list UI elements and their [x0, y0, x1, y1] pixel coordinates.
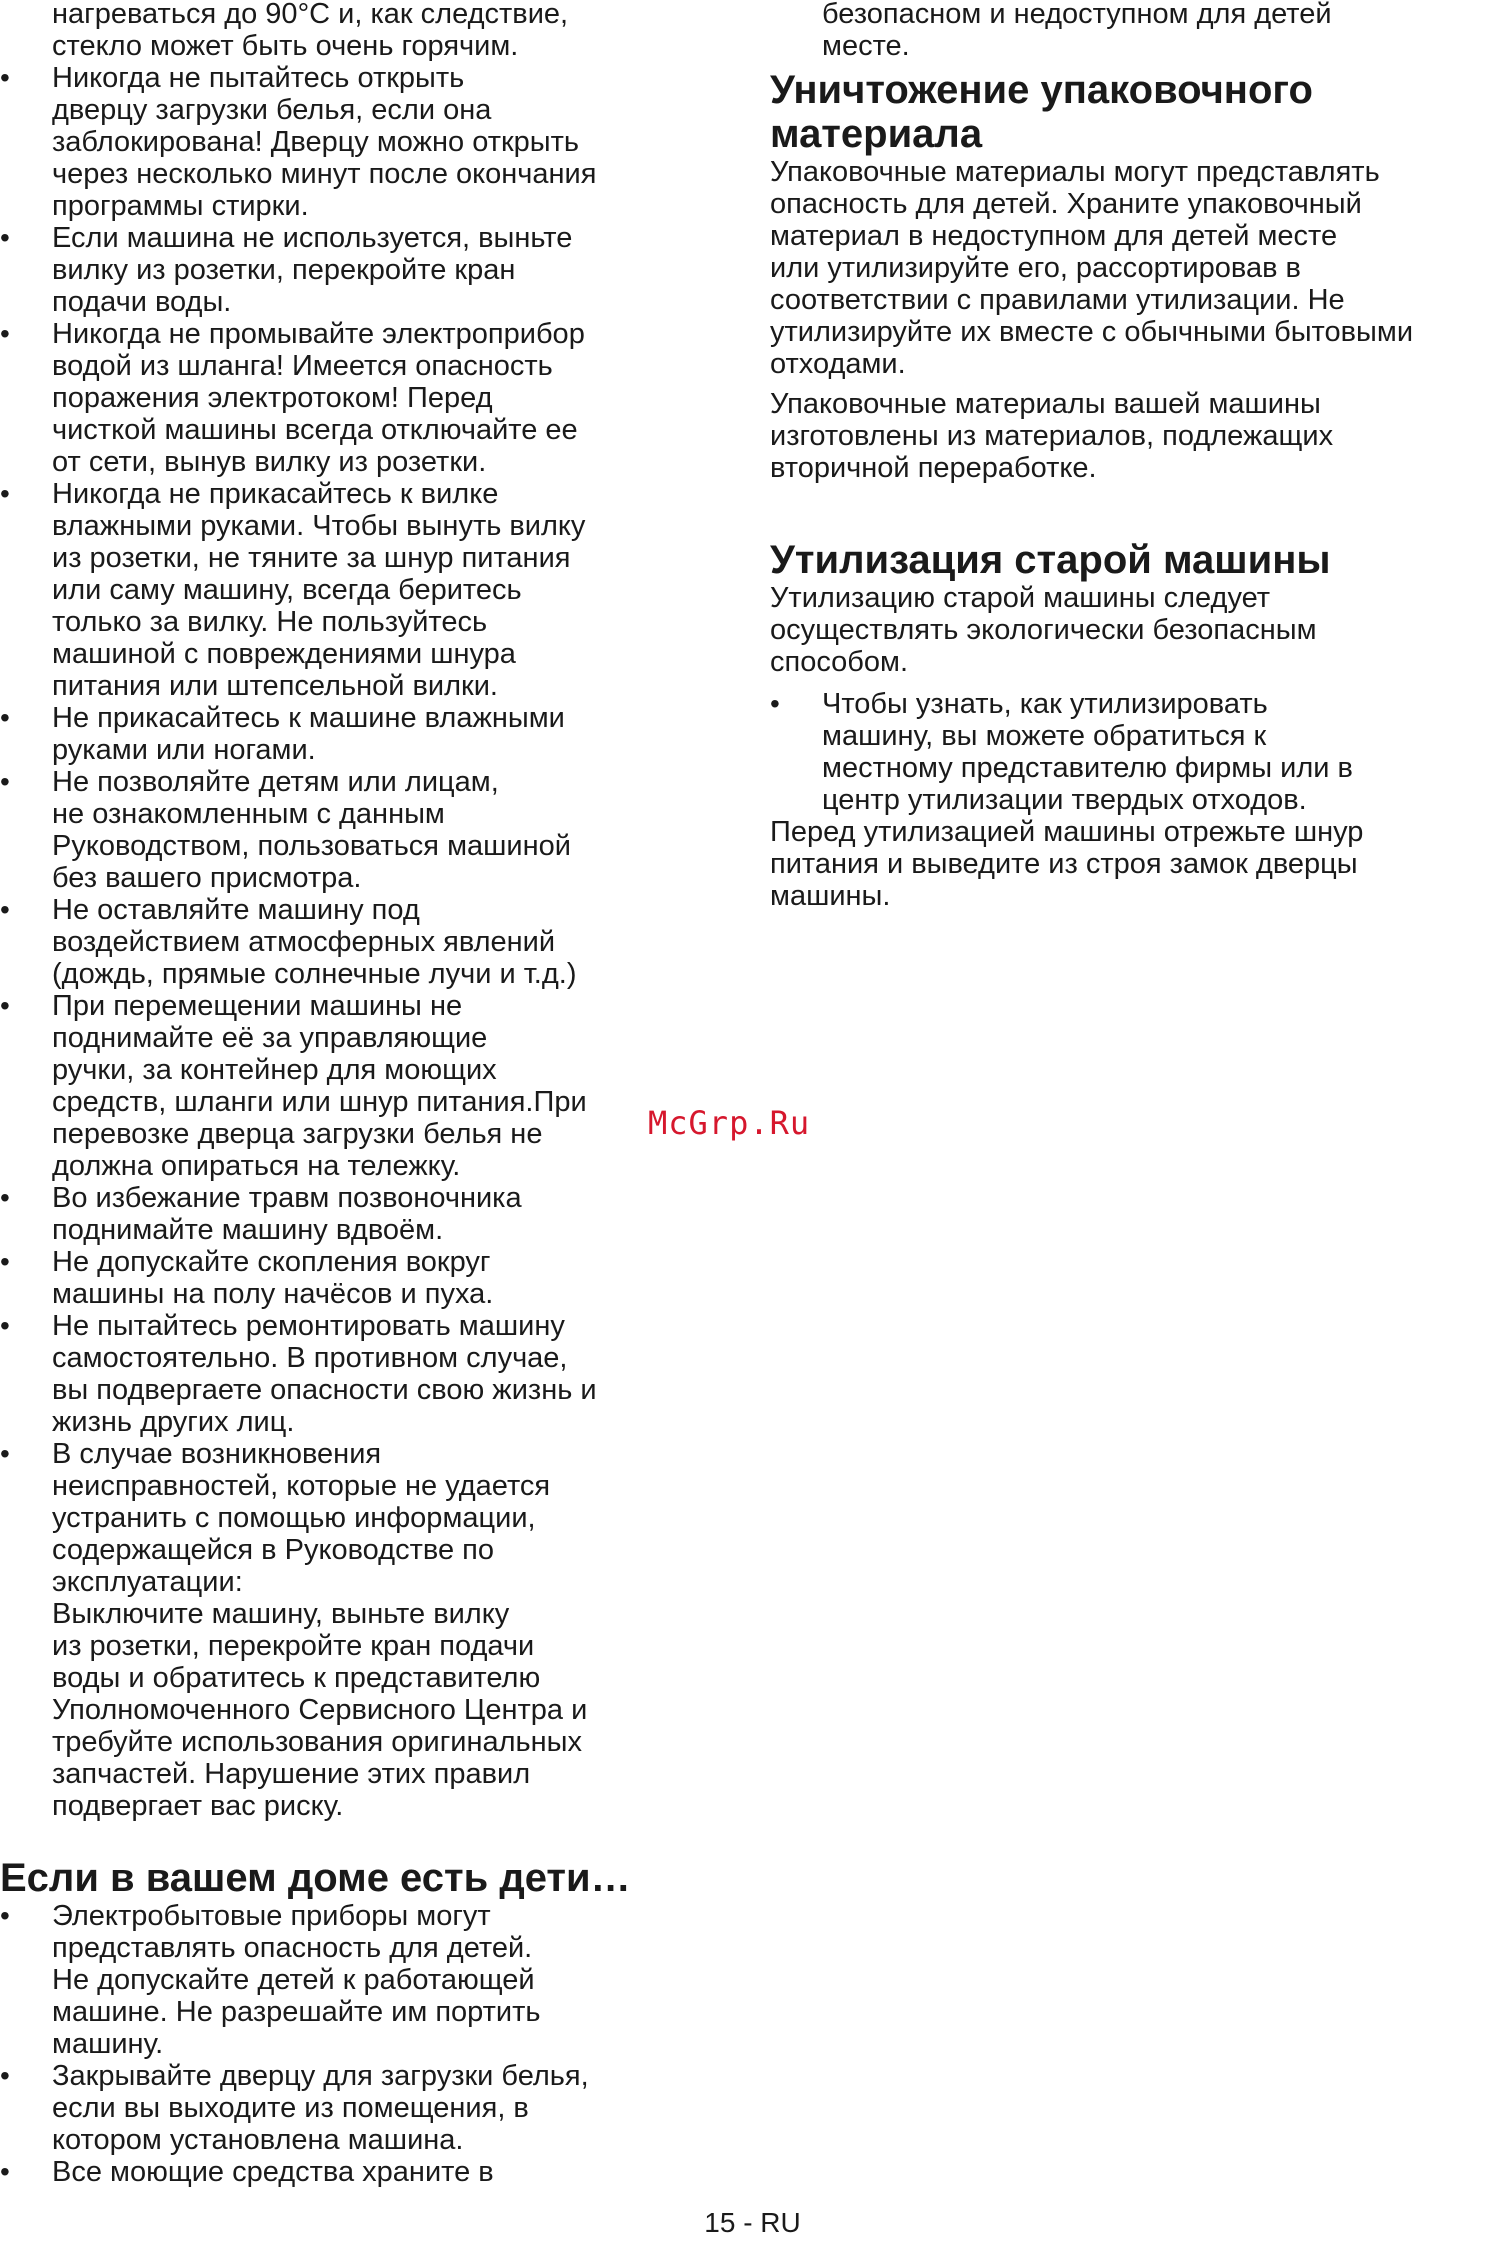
list-item: • Не пытайтесь ремонтировать машину самостоятельно. В противном случае, вы подвергаете опасности свою жизнь и жизнь других лиц. [0, 1310, 700, 1438]
page-number: 15 - RU [704, 2207, 801, 2238]
disposal-heading: Утилизация старой машины [770, 538, 1331, 582]
children-heading: Если в вашем доме есть дети… [0, 1856, 631, 1900]
right-column [770, 0, 1480, 912]
list-item: • Чтобы узнать, как утилизировать машину, вы можете обратиться к местному представителю фирмы или в центр утилизации твердых отходов. [770, 688, 1480, 816]
disposal-outro: Перед утилизацией машины отрежьте шнур питания и выведите из строя замок дверцы машины. [770, 816, 1364, 912]
disposal-intro: Утилизацию старой машины следует осуществлять экологически безопасным способом. [770, 582, 1317, 678]
list-item: • В случае возникновения неисправностей, которые не удается устранить с помощью информации, содержащейся в Руководстве по эксплуатации: Выключите машину, выньте вилку из розетки, перекройте кран подачи воды и обратитесь к представителю Уполномоченного Сервисного Центра и требуйте использования оригинальных запчастей. Нарушение этих правил подвергает вас риску. [0, 1438, 700, 1822]
list-item: • Электробытовые приборы могут представлять опасность для детей. Не допускайте детей к работающей машине. Не разрешайте им портить машину. [0, 1900, 700, 2060]
disposal-bullet-list [770, 688, 1480, 816]
packaging-paragraph: Упаковочные материалы вашей машины изготовлены из материалов, подлежащих вторичной переработке. [770, 388, 1334, 484]
safety-bullet-list [0, 62, 700, 1822]
list-item: • Никогда не пытайтесь открыть дверцу загрузки белья, если она заблокирована! Дверцу можно открыть через несколько минут после окончания программы стирки. [0, 62, 700, 222]
list-item: • Все моющие средства храните в [0, 2156, 700, 2188]
list-item: • При перемещении машины не поднимайте её за управляющие ручки, за контейнер для моющих средств, шланги или шнур питания.При перевозке дверца загрузки белья не должна опираться на тележку. [0, 990, 700, 1182]
list-item: • Не прикасайтесь к машине влажными руками или ногами. [0, 702, 700, 766]
list-item: • Никогда не прикасайтесь к вилке влажными руками. Чтобы вынуть вилку из розетки, не тяните за шнур питания или саму машину, всегда беритесь только за вилку. Не пользуйтесь машиной с повреждениями шнура питания или штепсельной вилки. [0, 478, 700, 702]
list-item: • Если машина не используется, выньте вилку из розетки, перекройте кран подачи воды. [0, 222, 700, 318]
list-item: • Во избежание травм позвоночника поднимайте машину вдвоём. [0, 1182, 700, 1246]
intro-continuation: нагреваться до 90°C и, как следствие, стекло может быть очень горячим. [52, 0, 569, 62]
bullet-continuation: безопасном и недоступном для детей месте. [822, 0, 1332, 62]
list-item: • Не оставляйте машину под воздействием атмосферных явлений (дождь, прямые солнечные лучи и т.д.) [0, 894, 700, 990]
watermark-logo: McGrp.Ru [648, 1104, 811, 1142]
list-item: • Закрывайте дверцу для загрузки белья, если вы выходите из помещения, в котором установлена машина. [0, 2060, 700, 2156]
list-item: • Не позволяйте детям или лицам, не ознакомленным с данным Руководством, пользоваться машиной без вашего присмотра. [0, 766, 700, 894]
packaging-heading: Уничтожение упаковочного материала [770, 68, 1313, 156]
list-item: • Не допускайте скопления вокруг машины на полу начёсов и пуха. [0, 1246, 700, 1310]
children-bullet-list [0, 1900, 700, 2188]
left-column [0, 0, 700, 2188]
packaging-paragraph: Упаковочные материалы могут представлять опасность для детей. Храните упаковочный материал в недоступном для детей месте или утилизируйте его, рассортировав в соответствии с правилами утилизации. Не утилизируйте их вместе с обычными бытовыми отходами. [770, 156, 1414, 380]
list-item: • Никогда не промывайте электроприбор водой из шланга! Имеется опасность поражения электротоком! Перед чисткой машины всегда отключайте ее от сети, вынув вилку из розетки. [0, 318, 700, 478]
